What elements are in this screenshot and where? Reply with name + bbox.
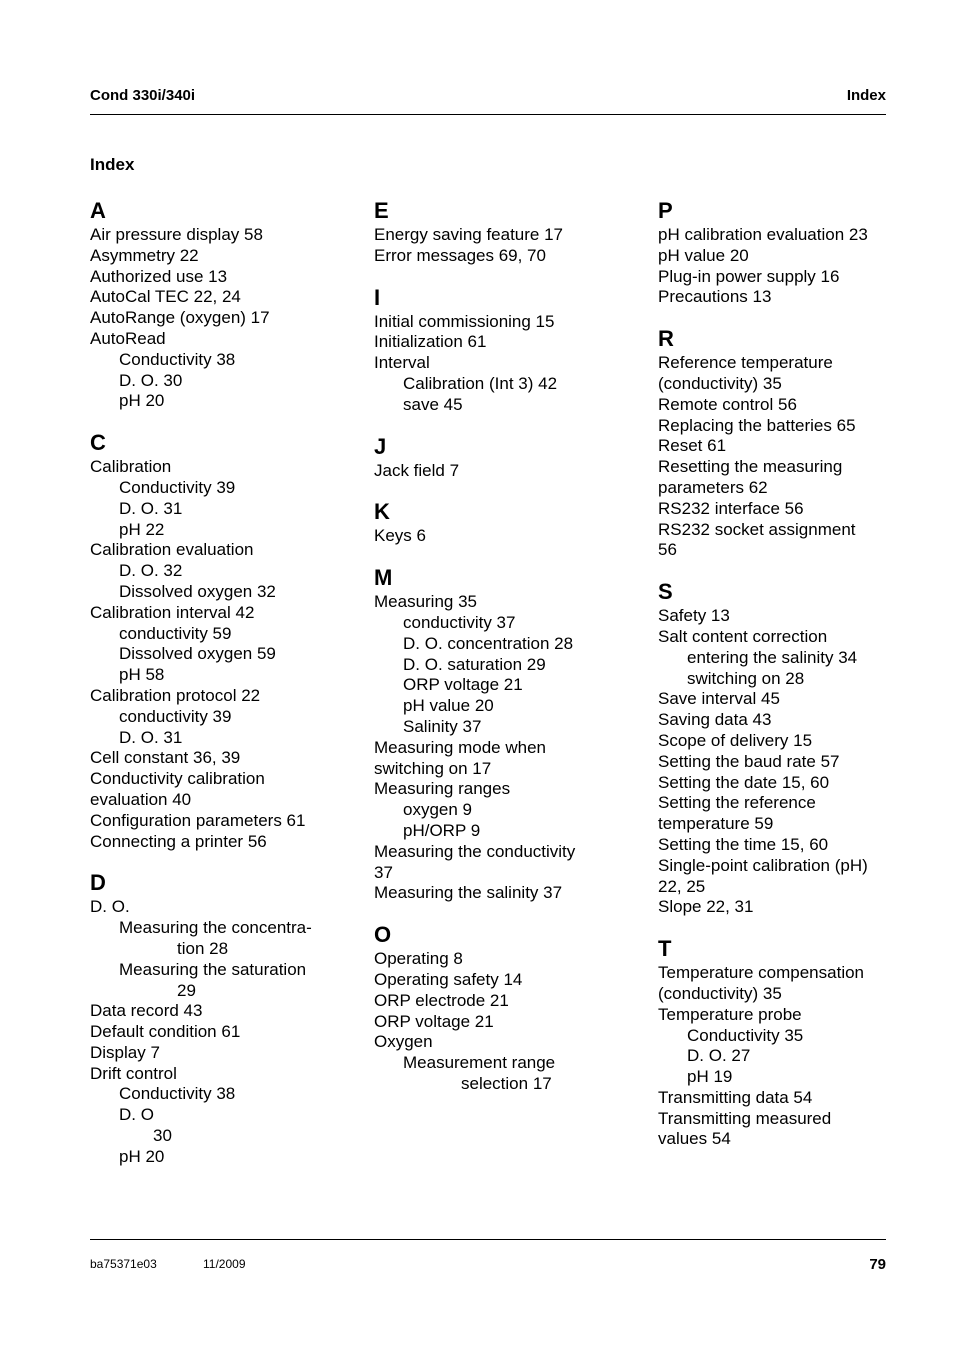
index-entry: Display 7 [90,1042,160,1062]
index-entry: Jack field 7 [374,460,460,480]
index-section [374,499,624,547]
index-column-1 [90,198,340,1186]
index-subentry: Conductivity 39 [119,477,236,497]
index-entry: Scope of delivery 15 [658,730,813,750]
index-entry: pH value 20 [658,245,749,265]
index-subentry: D. O. 32 [119,561,183,581]
index-entry: Connecting a printer 56 [90,831,267,851]
index-section [374,198,624,267]
section-letter: D [90,870,106,896]
index-subentry: selection 17 [461,1073,552,1093]
index-entry: Precautions 13 [658,287,772,307]
index-entry: Initial commissioning 15 [374,311,555,331]
index-subentry: D. O. 27 [687,1046,751,1066]
index-section [658,936,908,1150]
index-subentry: Measuring the saturation [119,959,307,979]
index-subentry: switching on 28 [687,668,805,688]
page-title: Index [90,155,135,174]
index-entry: Initialization 61 [374,332,487,352]
index-entry: AutoRange (oxygen) 17 [90,308,270,328]
index-entry: ORP voltage 21 [374,1011,494,1031]
index-entry: ORP electrode 21 [374,990,509,1010]
index-entry: Calibration protocol 22 [90,685,261,705]
index-subentry: D. O. 30 [119,370,183,390]
index-entry: Single-point calibration (pH) [658,855,868,875]
section-letter: R [658,326,674,352]
index-entry: Operating safety 14 [374,969,523,989]
index-entry: evaluation 40 [90,789,192,809]
index-entry: switching on 17 [374,758,492,778]
index-section [374,922,624,1095]
index-entry: Asymmetry 22 [90,245,199,265]
index-subentry: pH value 20 [403,696,494,716]
index-section [374,285,624,416]
index-section [658,326,908,561]
index-entry: Measuring ranges [374,779,511,799]
index-entry: Interval [374,353,430,373]
index-subentry: Calibration (Int 3) 42 [403,373,558,393]
index-entry: Measuring the salinity 37 [374,883,563,903]
index-entry: parameters 62 [658,477,768,497]
index-entry: D. O. [90,897,130,917]
index-subentry: D. O. saturation 29 [403,654,546,674]
index-column-3 [658,198,908,1168]
index-subentry: conductivity 37 [403,612,516,632]
index-section [90,870,340,1167]
section-letter: I [374,284,381,310]
section-letter: K [374,499,390,525]
index-subentry: Conductivity 38 [119,1084,236,1104]
index-entry: AutoRead [90,328,166,348]
index-entry: values 54 [658,1129,731,1149]
index-subentry: entering the salinity 34 [687,647,858,667]
index-entry: Transmitting data 54 [658,1087,813,1107]
index-entry: Transmitting measured [658,1108,832,1128]
index-entry: temperature 59 [658,814,774,834]
running-header-title: Cond 330i/340i [90,87,196,104]
section-letter: M [374,565,393,591]
index-entry: 22, 25 [658,876,706,896]
index-subentry: save 45 [403,394,463,414]
index-entry: Replacing the batteries 65 [658,415,856,435]
index-subentry: tion 28 [177,938,229,958]
index-entry: pH calibration evaluation 23 [658,225,868,244]
index-subentry: Measuring the concentra- [119,918,312,938]
index-subentry: pH 20 [119,1146,165,1166]
index-section [90,430,340,852]
index-entry: Configuration parameters 61 [90,810,306,830]
index-subentry: 30 [153,1126,172,1146]
index-entry: Calibration [90,457,172,477]
index-subentry: pH 20 [119,391,165,411]
index-entry: Reference temperature [658,353,833,373]
index-section [658,198,908,308]
index-entry: Operating 8 [374,949,463,969]
index-subentry: 29 [177,980,196,1000]
index-entry: Error messages 69, 70 [374,245,546,265]
footer-rule [90,1239,886,1240]
index-subentry: conductivity 59 [119,623,232,643]
index-subentry: Salinity 37 [403,716,482,736]
index-entry: RS232 socket assignment [658,519,856,539]
index-entry: Conductivity calibration [90,769,265,789]
index-entry: Data record 43 [90,1001,203,1021]
index-section [374,434,624,482]
index-section [90,198,340,412]
section-letter: J [374,433,387,459]
index-entry: RS232 interface 56 [658,498,804,518]
index-entry: AutoCal TEC 22, 24 [90,287,241,307]
index-entry: Authorized use 13 [90,266,228,286]
index-subentry: conductivity 39 [119,706,232,726]
index-entry: Setting the reference [658,793,816,813]
index-entry: Reset 61 [658,436,727,456]
index-entry: Calibration interval 42 [90,602,255,622]
index-entry: Setting the baud rate 57 [658,751,840,771]
index-entry: 37 [374,862,393,882]
index-entry: Slope 22, 31 [658,897,754,917]
index-subentry: Measurement range [403,1053,556,1073]
index-entry: Saving data 43 [658,710,772,730]
footer-date: 11/2009 [203,1257,246,1271]
index-subentry: ORP voltage 21 [403,675,523,695]
index-subentry: pH 58 [119,665,165,685]
index-entry: Energy saving feature 17 [374,225,564,244]
index-entry: Measuring the conductivity [374,841,576,861]
section-letter: P [658,198,673,223]
index-subentry: D. O. 31 [119,727,183,747]
index-entry: Save interval 45 [658,689,780,709]
index-entry: Plug-in power supply 16 [658,266,840,286]
index-subentry: D. O [119,1105,154,1125]
index-subentry: Dissolved oxygen 59 [119,644,276,664]
index-entry: Measuring 35 [374,592,478,612]
section-letter: T [658,936,672,962]
index-entry: Drift control [90,1063,177,1083]
index-subentry: pH/ORP 9 [403,820,481,840]
index-entry: Default condition 61 [90,1022,241,1042]
index-subentry: Conductivity 35 [687,1025,804,1045]
index-entry: Oxygen [374,1032,433,1052]
index-column-2 [374,198,624,1113]
index-entry: Cell constant 36, 39 [90,748,241,768]
index-entry: 56 [658,540,677,560]
page-number: 79 [869,1256,886,1273]
index-entry: Resetting the measuring [658,457,843,477]
running-header-section: Index [846,87,886,104]
index-subentry: D. O. concentration 28 [403,633,574,653]
index-subentry: Conductivity 38 [119,349,236,369]
index-subentry: Dissolved oxygen 32 [119,581,276,601]
index-entry: Salt content correction [658,626,828,646]
section-letter: S [658,579,673,605]
section-letter: A [90,198,106,223]
index-section [374,565,624,904]
index-entry: Safety 13 [658,606,730,626]
index-subentry: pH 22 [119,519,165,539]
footer-doc-id: ba75371e03 [90,1257,157,1271]
index-entry: Remote control 56 [658,394,797,414]
index-entry: (conductivity) 35 [658,983,782,1003]
index-entry: Calibration evaluation [90,540,254,560]
section-letter: E [374,198,389,223]
index-subentry: pH 19 [687,1067,733,1087]
index-entry: Setting the date 15, 60 [658,772,830,792]
index-entry: Keys 6 [374,526,426,546]
index-entry: Temperature compensation [658,963,865,983]
index-entry: Temperature probe [658,1004,802,1024]
section-letter: O [374,922,392,948]
index-entry: Setting the time 15, 60 [658,834,829,854]
index-entry: (conductivity) 35 [658,373,782,393]
index-entry: Measuring mode when [374,737,546,757]
index-entry: Air pressure display 58 [90,225,263,244]
index-section [658,579,908,918]
section-letter: C [90,430,106,456]
header-rule [90,114,886,115]
index-subentry: D. O. 31 [119,498,183,518]
index-subentry: oxygen 9 [403,800,472,820]
